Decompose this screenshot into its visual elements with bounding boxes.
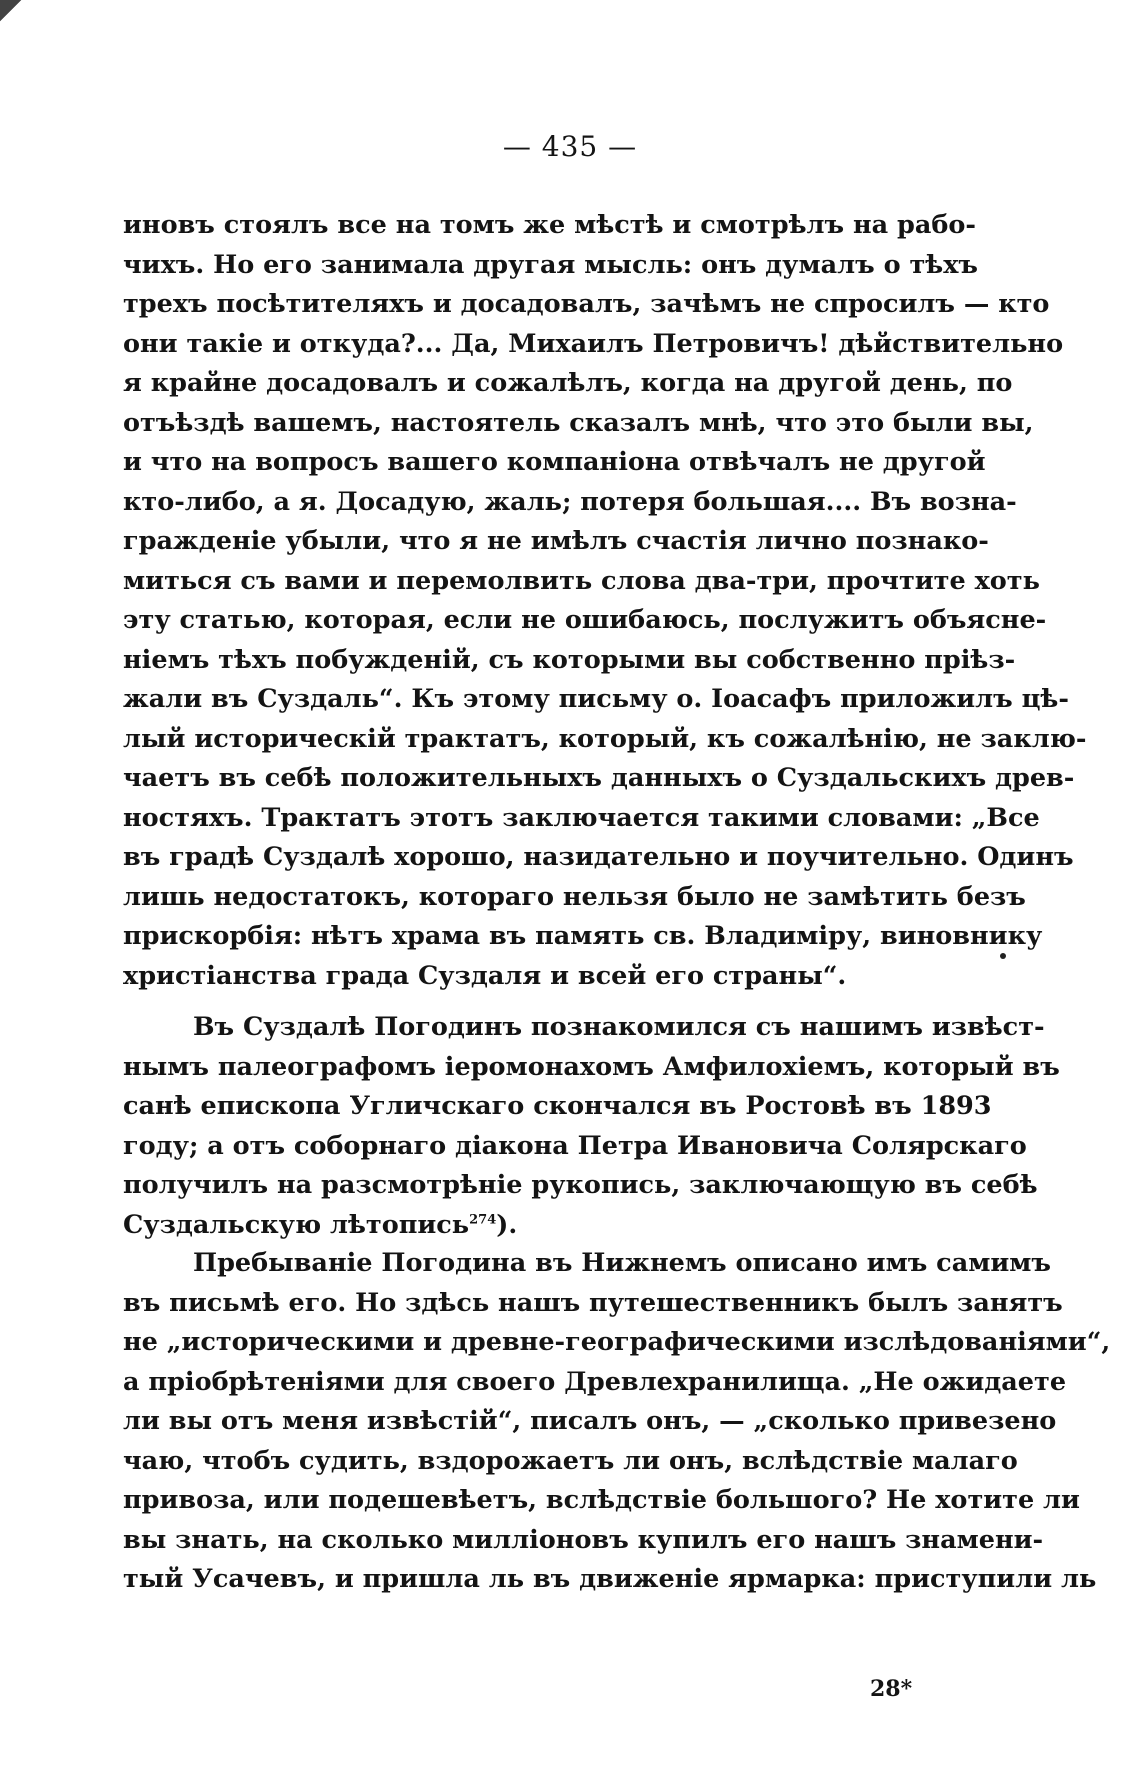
text-line: Въ Суздалѣ Погодинъ познакомился съ нашимъ извѣст- (193, 1012, 1045, 1042)
text-line: эту статью, которая, если не ошибаюсь, послужитъ объясне- (123, 605, 1047, 635)
text-line: нымъ палеографомъ іеромонахомъ Амфилохіемъ, который въ (123, 1051, 1060, 1082)
text-line: въ письмѣ его. Но здѣсь нашъ путешественникъ былъ занятъ (123, 1287, 1063, 1318)
text-line: я крайне досадовалъ и сожалѣлъ, когда на другой день, по (123, 368, 1013, 398)
text-line: чаетъ въ себѣ положительныхъ данныхъ о Суздальскихъ древ- (123, 763, 1075, 793)
text-line: христіанства града Суздаля и всей его страны“. (123, 960, 847, 991)
text-line: трехъ посѣтителяхъ и досадовалъ, зачѣмъ не спросилъ — кто (123, 289, 1050, 319)
scan-speck (1000, 953, 1006, 959)
text-line: ностяхъ. Трактатъ этотъ заключается такими словами: „Все (123, 802, 1040, 833)
text-line: чихъ. Но его занимала другая мысль: онъ думалъ о тѣхъ (123, 249, 978, 280)
text-line: тый Усачевъ, и пришла ль въ движеніе ярмарка: приступили ль (123, 1564, 1097, 1594)
text-line: гражденіе убыли, что я не имѣлъ счастія лично познако- (123, 526, 989, 556)
paragraph-2 (123, 1008, 1060, 1245)
text-line: въ градѣ Суздалѣ хорошо, назидательно и поучительно. Одинъ (123, 842, 1074, 872)
text-fragment: Суздальскую лѣтопись (123, 1209, 470, 1240)
text-line: привоза, или подешевѣетъ, вслѣдствіе большого? Не хотите ли (123, 1485, 1080, 1515)
text-line: миться съ вами и перемолвить слова два-три, прочтите хоть (123, 565, 1040, 596)
text-line: иновъ стоялъ все на томъ же мѣстѣ и смотрѣлъ на рабо- (123, 210, 976, 240)
page-number: — 435 — (502, 130, 638, 163)
printer-signature-mark: 28* (870, 1676, 913, 1702)
text-line: а пріобрѣтеніями для своего Древлехранилища. „Не ожидаете (123, 1366, 1067, 1397)
text-line: отъѣздѣ вашемъ, настоятель сказалъ мнѣ, что это были вы, (123, 407, 1034, 438)
paragraph-1 (123, 206, 1087, 996)
text-line: ли вы отъ меня извѣстій“, писалъ онъ, — „сколько привезено (123, 1406, 1057, 1436)
text-line: году; а отъ соборнаго діакона Петра Ивановича Солярскаго (123, 1130, 1027, 1161)
text-fragment: ). (496, 1209, 518, 1240)
text-line: лый историческій трактатъ, который, къ сожалѣнію, не заклю- (123, 723, 1087, 754)
text-line: Пребываніе Погодина въ Нижнемъ описано имъ самимъ (193, 1248, 1051, 1278)
footnote-reference: 274 (469, 1212, 497, 1227)
text-line: получилъ на разсмотрѣніе рукопись, заключающую въ себѣ (123, 1170, 1038, 1200)
text-line: лишь недостатокъ, котораго нельзя было не замѣтить безъ (123, 881, 1026, 912)
text-line: вы знать, на сколько милліоновъ купилъ его нашъ знамени- (123, 1524, 1044, 1555)
text-line: они такіе и откуда?... Да, Михаилъ Петровичъ! дѣйствительно (123, 328, 1064, 359)
paragraph-3 (123, 1244, 1111, 1600)
scan-edge-mark (0, 0, 34, 26)
text-line-with-footnote (123, 1206, 976, 1246)
text-line: жали въ Суздаль“. Къ этому письму о. Іоасафъ приложилъ цѣ- (123, 684, 1069, 714)
text-line: ніемъ тѣхъ побужденій, съ которыми вы собственно пріѣз- (123, 644, 1016, 675)
text-line: не „историческими и древне-географическими изслѣдованіями“, (123, 1327, 1111, 1357)
text-line: санѣ епископа Угличскаго скончался въ Ростовѣ въ 1893 (123, 1091, 992, 1121)
text-line: прискорбія: нѣтъ храма въ память св. Владиміру, виновнику (123, 921, 1043, 951)
text-line: чаю, чтобъ судить, вздорожаетъ ли онъ, вслѣдствіе малаго (123, 1445, 1018, 1476)
text-line: кто-либо, а я. Досадую, жаль; потеря большая.... Въ возна- (123, 486, 1017, 517)
text-line: и что на вопросъ вашего компаніона отвѣчалъ не другой (123, 447, 986, 477)
